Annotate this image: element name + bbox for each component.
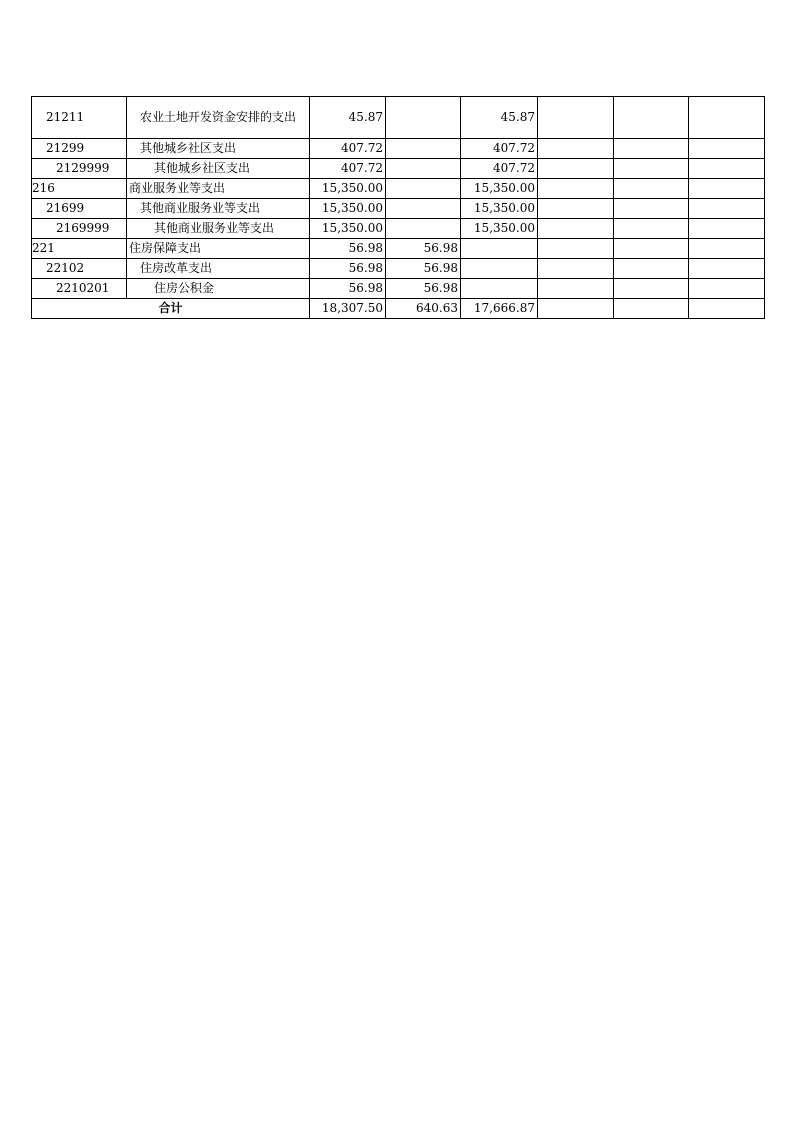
- basic-amount: 56.98: [386, 279, 461, 299]
- subject-code: 21699: [32, 199, 127, 219]
- total-row: [32, 299, 765, 319]
- project-amount: 45.87: [461, 97, 538, 139]
- table-row: [32, 259, 765, 279]
- empty-cell: [614, 199, 689, 219]
- empty-cell: [689, 219, 765, 239]
- empty-cell: [614, 159, 689, 179]
- empty-cell: [538, 299, 614, 319]
- table-row: [32, 239, 765, 259]
- total-label: 合计: [32, 299, 310, 319]
- project-amount: 15,350.00: [461, 179, 538, 199]
- total-amount: 15,350.00: [310, 219, 386, 239]
- empty-cell: [689, 259, 765, 279]
- empty-cell: [614, 139, 689, 159]
- empty-cell: [538, 259, 614, 279]
- subject-name: 农业土地开发资金安排的支出: [127, 97, 310, 139]
- subject-code: 21211: [32, 97, 127, 139]
- total-amount: 56.98: [310, 259, 386, 279]
- basic-amount: [386, 219, 461, 239]
- empty-cell: [614, 239, 689, 259]
- subject-name: 商业服务业等支出: [127, 179, 310, 199]
- grand-basic-amount: 640.63: [386, 299, 461, 319]
- empty-cell: [538, 279, 614, 299]
- subject-name: 其他商业服务业等支出: [127, 219, 310, 239]
- empty-cell: [538, 139, 614, 159]
- basic-amount: 56.98: [386, 259, 461, 279]
- table-row: [32, 199, 765, 219]
- empty-cell: [614, 279, 689, 299]
- subject-code: 221: [32, 239, 127, 259]
- subject-code: 22102: [32, 259, 127, 279]
- basic-amount: [386, 139, 461, 159]
- total-amount: 56.98: [310, 279, 386, 299]
- empty-cell: [689, 97, 765, 139]
- empty-cell: [689, 239, 765, 259]
- subject-code: 21299: [32, 139, 127, 159]
- empty-cell: [614, 259, 689, 279]
- table-row: [32, 179, 765, 199]
- project-amount: 407.72: [461, 139, 538, 159]
- empty-cell: [689, 159, 765, 179]
- subject-code: 216: [32, 179, 127, 199]
- table-row: [32, 139, 765, 159]
- subject-name: 其他商业服务业等支出: [127, 199, 310, 219]
- total-amount: 56.98: [310, 239, 386, 259]
- empty-cell: [614, 219, 689, 239]
- total-amount: 407.72: [310, 159, 386, 179]
- grand-project-amount: 17,666.87: [461, 299, 538, 319]
- basic-amount: [386, 97, 461, 139]
- subject-name: 住房保障支出: [127, 239, 310, 259]
- table-row: [32, 97, 765, 139]
- empty-cell: [689, 199, 765, 219]
- empty-cell: [538, 219, 614, 239]
- subject-code: 2169999: [32, 219, 127, 239]
- empty-cell: [689, 179, 765, 199]
- empty-cell: [614, 179, 689, 199]
- subject-code: 2210201: [32, 279, 127, 299]
- subject-name: 住房改革支出: [127, 259, 310, 279]
- basic-amount: [386, 199, 461, 219]
- empty-cell: [689, 299, 765, 319]
- empty-cell: [614, 299, 689, 319]
- total-amount: 15,350.00: [310, 179, 386, 199]
- empty-cell: [538, 199, 614, 219]
- project-amount: 407.72: [461, 159, 538, 179]
- total-amount: 407.72: [310, 139, 386, 159]
- subject-name: 其他城乡社区支出: [127, 159, 310, 179]
- project-amount: [461, 259, 538, 279]
- table-row: [32, 279, 765, 299]
- empty-cell: [538, 97, 614, 139]
- empty-cell: [538, 159, 614, 179]
- subject-name: 其他城乡社区支出: [127, 139, 310, 159]
- total-amount: 15,350.00: [310, 199, 386, 219]
- table-row: [32, 219, 765, 239]
- project-amount: [461, 239, 538, 259]
- project-amount: [461, 279, 538, 299]
- basic-amount: [386, 179, 461, 199]
- empty-cell: [614, 97, 689, 139]
- subject-name: 住房公积金: [127, 279, 310, 299]
- basic-amount: [386, 159, 461, 179]
- budget-expenditure-table: [31, 96, 765, 319]
- project-amount: 15,350.00: [461, 219, 538, 239]
- empty-cell: [689, 279, 765, 299]
- basic-amount: 56.98: [386, 239, 461, 259]
- total-amount: 45.87: [310, 97, 386, 139]
- table-row: [32, 159, 765, 179]
- empty-cell: [538, 179, 614, 199]
- subject-code: 2129999: [32, 159, 127, 179]
- project-amount: 15,350.00: [461, 199, 538, 219]
- grand-total-amount: 18,307.50: [310, 299, 386, 319]
- empty-cell: [538, 239, 614, 259]
- empty-cell: [689, 139, 765, 159]
